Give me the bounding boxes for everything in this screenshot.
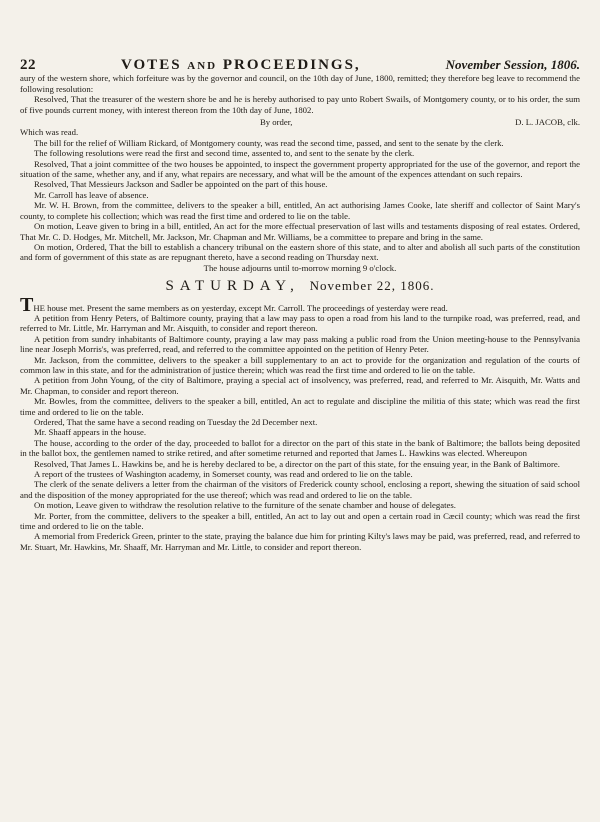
paragraph: Resolved, That Messieurs Jackson and Sadler be appointed on the part of this house. xyxy=(34,179,328,190)
paragraph: Ordered, That the same have a second reading on Tuesday the 2d December next. xyxy=(34,417,318,427)
day-heading xyxy=(20,278,580,295)
page-number: 22 xyxy=(20,57,36,73)
paragraph: A report of the trustees of Washington academy, in Somerset county, was read and ordered to lie on the table. xyxy=(34,469,413,480)
paragraph-opening xyxy=(20,293,580,316)
paragraph: On motion, Ordered, That the bill to establish a chancery tribunal on the eastern shore of this state, and to alter and abolish all such parts of the constitution and form of government of this state as are repugnant thereto, have a second reading on Thursday next. xyxy=(20,241,580,263)
paragraph: Resolved, That a joint committee of the two houses be appointed, to inspect the government property appropriated for the use of the governor, and report the situation of the same, whether any, and if any, what repairs are necessary, and what will be the amount of the expences attendant on such repairs. xyxy=(20,158,580,180)
paragraph: A memorial from Frederick Green, printer to the state, praying the balance due him for printing Kilty's laws may be paid, was preferred, read, and referred to Mr. Stuart, Mr. Hawkins, Mr. Shaaff, Mr. Harryman and Mr. Little, to consider and report thereon. xyxy=(20,531,580,552)
paragraph: The bill for the relief of William Rickard, of Montgomery county, was read the second time, passed, and sent to the senate by the clerk. xyxy=(34,137,504,148)
title-votes: VOTES xyxy=(120,57,182,73)
paragraph: Mr. Shaaff appears in the house. xyxy=(34,427,147,438)
paragraph-continuation: aury of the western shore, which forfeiture was by the governor and council, on the 10th day of June, 1800, remitted; they therefore beg leave to recommend the following resolution: xyxy=(20,73,580,94)
title-proceedings: PROCEEDINGS, xyxy=(222,57,361,73)
paragraph: On motion, Leave given to withdraw the resolution relative to the furniture of the senate chamber and house of delegates. xyxy=(34,500,456,511)
running-title xyxy=(120,57,361,73)
title-and: AND xyxy=(187,60,218,72)
paragraph: A petition from sundry inhabitants of Baltimore county, praying a law may pass making a public road from the Union meeting-house to the Pennsylvania line near Joseph Morris's, was preferred, read, and referred to the committee appointed on the petition of Henry Peter. xyxy=(20,333,580,355)
paragraph-resolution: Resolved, That the treasurer of the western shore be and he is hereby authorised to pay unto Robert Swails, of Montgomery county, or to his order, the sum of five pounds current money, with interest thereon from the 10th day of June, 1802. xyxy=(20,94,580,115)
day-date: November 22, 1806. xyxy=(309,278,435,294)
clerk-name: D. L. JACOB, clk. xyxy=(515,117,580,128)
opening-text: HE house met. Present the same members as on yesterday, except Mr. Carroll. The proceedings of yesterday were read. xyxy=(33,302,448,313)
paragraph: A petition from Henry Peters, of Baltimore county, praying that a law may pass to open a road from his land to the turnpike road, was preferred, read, and referred to Mr. Little, Mr. Harryman and Mr. Aisquith, to consider and report thereon. xyxy=(20,312,580,334)
paragraph: Mr. Porter, from the committee, delivers to the speaker a bill, entitled, An act to lay out and open a certain road in Cæcil county; which was read the first time and ordered to lie on the table. xyxy=(20,510,580,532)
session-label: November Session, 1806. xyxy=(445,57,580,72)
paragraph: On motion, Leave given to bring in a bill, entitled, An act for the more effectual preservation of last wills and testaments disposing of real estates. Ordered, That Mr. C. D. Hodges, Mr. Mitchell, Mr. Jackson, Mr. Chapman and Mr. Williams, be a committee to prepare and bring in the same. xyxy=(20,221,580,242)
adjournment-line: The house adjourns until to-morrow morning 9 o'clock. xyxy=(203,262,397,273)
paragraph: Mr. W. H. Brown, from the committee, delivers to the speaker a bill, entitled, An act authorising James Cooke, late sheriff and collector of Saint Mary's county, to complete his collection; which was read the first time and ordered to lie on the table. xyxy=(20,200,580,221)
page-header xyxy=(20,57,580,73)
paragraph: A petition from John Young, of the city of Baltimore, praying a special act of insolvency, was preferred, read, and referred to Mr. Aisquith, Mr. Watts and Mr. Chapman, to consider and report thereon. xyxy=(20,375,580,396)
paragraph: Mr. Carroll has leave of absence. xyxy=(34,189,149,200)
drop-cap: T xyxy=(20,293,34,316)
paragraph: Mr. Jackson, from the committee, delivers to the speaker a bill supplementary to an act to provide for the organization and regulation of the courts of common law in this state, and for the administration of justice therein; which was read the first time and ordered to lie on the table. xyxy=(20,354,580,375)
paragraph: Resolved, That James L. Hawkins be, and he is hereby declared to be, a director on the part of this state, for the ensuing year, in the Bank of Baltimore. xyxy=(34,458,560,469)
paragraph: Mr. Bowles, from the committee, delivers to the speaker a bill, entitled, An act to regulate and discipline the militia of this state; which was read the first time and ordered to lie on the table. xyxy=(20,396,580,417)
paragraph: The house, according to the order of the day, proceeded to ballot for a director on the part of this state in the bank of Baltimore; the ballots being deposited in the ballot box, the gentlemen named to strike retired, and after sometime returned and reported that James L. Hawkins was elected. Whereupon xyxy=(20,437,580,459)
day-name: SATURDAY, xyxy=(165,278,300,295)
by-order: By order, xyxy=(260,117,293,128)
paragraph: The following resolutions were read the first and second time, assented to, and sent to the senate by the clerk. xyxy=(34,148,415,159)
paragraph: The clerk of the senate delivers a letter from the chairman of the visitors of Frederick county school, enclosing a report, shewing the situation of said school and the disposition of the money appropriated for the use thereof; which was read and ordered to lie on the table. xyxy=(20,479,580,500)
paragraph: Which was read. xyxy=(20,127,79,138)
document-page xyxy=(20,0,580,552)
signature-block xyxy=(20,117,580,127)
